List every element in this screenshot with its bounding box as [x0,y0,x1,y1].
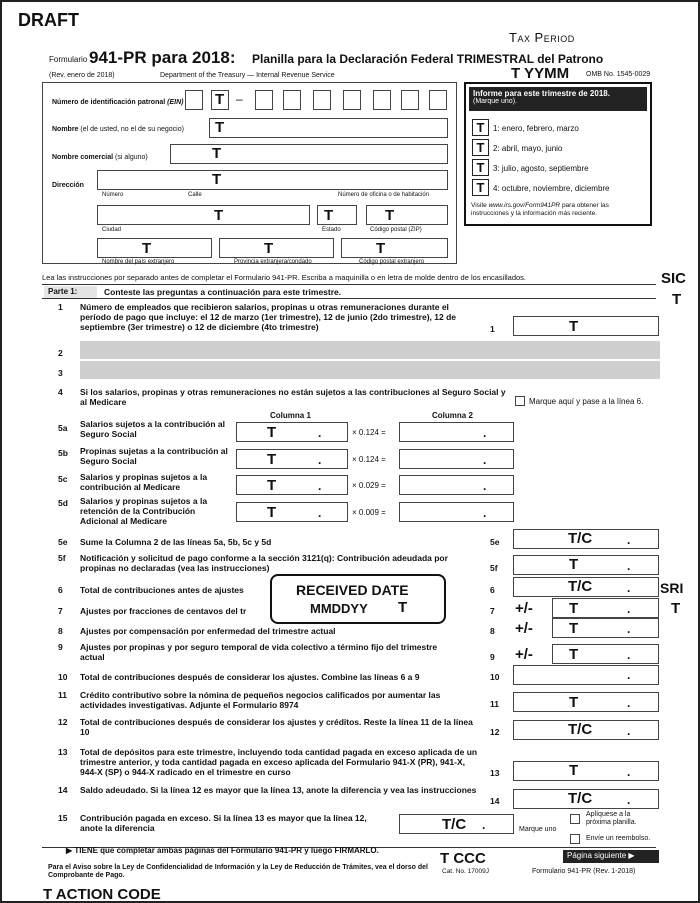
line5b-col1-input[interactable] [236,449,348,469]
quarter-4-label: 4: octubre, noviembre, diciembre [493,184,610,193]
quarter-4-checkbox[interactable]: T [472,179,489,196]
ein-digit-1[interactable] [185,90,203,110]
line5b-col1-dot: . [318,453,322,467]
line6-text: Total de contribuciones antes de ajustes [80,585,244,595]
line11-dot: . [627,696,631,710]
line11-num: 11 [58,690,67,700]
instructions: Lea las instrucciones por separado antes de completar el Formulario 941-PR. Escriba a maquinilla o en letra de molde dentro de los encasillados. [42,273,527,282]
line5f-num: 5f [58,553,66,563]
line7-dot: . [627,602,631,616]
line15-num: 15 [58,813,68,823]
quarter-note: Visite www.irs.gov/Form941PR para obtener las instrucciones y la información más reciente. [471,202,609,217]
line6-tc: T/C [568,578,593,595]
sic-label: SIC [661,270,687,287]
form-id: Formulario 941-PR (Rev. 1-2018) [532,868,636,875]
line1-input[interactable] [513,316,659,336]
line9-dot: . [627,648,631,662]
line5d-rate: × 0.009 = [352,508,386,517]
line15-dot: . [482,818,486,832]
line3-num: 3 [58,368,63,378]
column2-header: Columna 2 [432,411,473,420]
sri-t: T [671,600,681,617]
line11-input[interactable] [513,692,659,712]
line5a-text: Salarios sujetos a la contribución al Seguro Social [80,419,226,439]
catalog-number: Cat. No. 17009J [442,868,489,875]
ein-digit-5[interactable] [313,90,331,110]
ein-digit-7[interactable] [373,90,391,110]
name-t: T [215,119,225,136]
line12-dot: . [627,724,631,738]
line7-ref: 7 [490,606,495,616]
line5d-col2-input[interactable] [399,502,514,522]
country-input[interactable] [97,238,212,258]
line14-num: 14 [58,785,68,795]
line7-plusminus: +/- [515,600,533,617]
line11-text: Crédito contributivo sobre la nómina de pequeños negocios calificados por aumentar las actividades investigativas. Adjunte el Formulario 8974 [80,690,441,710]
ein-digit-3[interactable] [255,90,273,110]
line8-dot: . [627,622,631,636]
complete-notice: ▶ TIENE que completar ambas páginas del Formulario 941-PR y luego FIRMARLO. [66,846,379,855]
line2-shaded [80,341,660,359]
foreign-postal-t: T [376,240,386,257]
line5c-col2-input[interactable] [399,475,514,495]
line9-text: Ajustes por propinas y por seguro temporal de vida colectivo a término fijo del trimestre actual [80,642,438,662]
line14-dot: . [627,793,631,807]
line5c-num: 5c [58,474,68,484]
refund-label: Envíe un reembolso. [586,835,651,842]
line10-ref: 10 [490,672,500,682]
department: Department of the Treasury — Internal Revenue Service [160,72,335,79]
state-t: T [324,207,334,224]
ein-label: Número de identificación patronal (EIN) [52,99,184,106]
line9-num: 9 [58,642,63,652]
line11-t: T [569,694,579,711]
line8-t: T [569,620,579,637]
line9-t: T [569,646,579,663]
line13-num: 13 [58,747,68,757]
apply-next-return-label: Aplíquese a la próxima planilla. [586,811,637,826]
sri-label: SRI [660,580,684,596]
divider [42,284,656,285]
line5b-rate: × 0.124 = [352,455,386,464]
line13-ref: 13 [490,768,500,778]
calle-caption: Calle [188,192,202,198]
name-label: Nombre (el de usted, no el de su negocio) [52,126,184,133]
line7-num: 7 [58,606,63,616]
line8-plusminus: +/- [515,620,533,637]
line5a-rate: × 0.124 = [352,428,386,437]
quarter-2-checkbox[interactable]: T [472,139,489,156]
line5e-tc: T/C [568,530,593,547]
address-label: Dirección [52,182,84,189]
privacy-notice: Para el Aviso sobre la Ley de Confidencialidad de Información y la Ley de Reducción de Trámites, vea el dorso del Comprobante de Pago. [48,864,428,879]
oficina-caption: Número de oficina o de habitación [338,192,430,198]
line12-tc: T/C [568,721,593,738]
line6-num: 6 [58,585,63,595]
line6-dot: . [627,581,631,595]
ein-t: T [215,91,225,108]
line15-text: Contribución pagada en exceso. Si la línea 13 es mayor que la línea 12, anote la diferencia [80,813,367,833]
received-date-stamp: RECEIVED DATE MMDDYY T [270,574,446,624]
line5c-col1-input[interactable] [236,475,348,495]
line12-text: Total de contribuciones después de considerar los ajustes y créditos. Reste la línea 11 de la línea 10 [80,717,473,737]
line5c-col1-dot: . [318,479,322,493]
quarter-1-checkbox[interactable]: T [472,119,489,136]
trade-name-t: T [212,145,222,162]
city-input[interactable] [97,205,310,225]
trade-name-label: Nombre comercial (si alguno) [52,154,148,161]
line5c-col2-dot: . [483,479,487,493]
quarter-1-label: 1: enero, febrero, marzo [493,124,579,133]
line9-ref: 9 [490,652,495,662]
line5a-num: 5a [58,423,68,433]
line12-ref: 12 [490,727,500,737]
line5b-text: Propinas sujetas a la contribución al Seguro Social [80,446,228,466]
line14-tc: T/C [568,790,593,807]
ein-dash: – [236,92,243,106]
line5f-ref: 5f [490,563,498,573]
form-number: 941-PR para 2018: [89,48,236,67]
line13-input[interactable] [513,761,659,781]
quarter-header: Informe para este trimestre de 2018. (Marque uno). [469,87,647,111]
state-input[interactable] [317,205,357,225]
zip-t: T [385,207,395,224]
form-prefix: Formulario [49,55,88,64]
line5e-ref: 5e [490,537,500,547]
line8-num: 8 [58,626,63,636]
part1-title: Conteste las preguntas a continuación para este trimestre. [104,287,342,297]
revision: (Rev. enero de 2018) [49,72,115,79]
line13-dot: . [627,765,631,779]
line15-mark-label: Marque uno [519,826,557,833]
line5d-col1-input[interactable] [236,502,348,522]
line4-check-label: Marque aquí y pase a la línea 6. [529,397,644,406]
line5d-col2-dot: . [483,506,487,520]
country-t: T [142,240,152,257]
line5d-col1-t: T [267,504,277,521]
line11-ref: 11 [490,699,499,709]
ein-digit-8[interactable] [401,90,419,110]
form-title: Planilla para la Declaración Federal TRIMESTRAL del Patrono [252,52,604,66]
line5a-col1-input[interactable] [236,422,348,442]
zip-caption: Código postal (ZIP) [370,227,422,233]
tax-period-value: T YYMM [511,65,570,82]
line5b-col2-dot: . [483,453,487,467]
quarter-2-label: 2: abril, mayo, junio [493,144,563,153]
line7-t: T [569,600,579,617]
line5a-col1-t: T [267,424,277,441]
city-t: T [214,207,224,224]
ein-digit-9[interactable] [429,90,447,110]
line7-text: Ajustes por fracciones de centavos del tr [80,606,247,616]
next-page-button[interactable]: Página siguiente ▶ [563,850,659,863]
line14-text: Saldo adeudado. Si la línea 12 es mayor que la línea 13, anote la diferencia y vea las instrucciones [80,785,477,795]
line5d-text: Salarios y propinas sujetos a la retención de la Contribución Adicional al Medicare [80,496,208,526]
street-input[interactable] [97,170,448,190]
line5a-col2-dot: . [483,426,487,440]
line5a-col1-dot: . [318,426,322,440]
line10-dot: . [627,668,631,682]
line14-ref: 14 [490,796,500,806]
line6-ref: 6 [490,585,495,595]
column1-header: Columna 1 [270,411,311,420]
line1-text: Número de empleados que recibieron salarios, propinas u otras remuneraciones durante el período de pago que incluye: el 12 de marzo (1er trimestre), 12 de junio (2do trimestre), 12 de septiembre (3er trimestre) o 12 de diciembre (4to trimestre) [80,302,456,332]
apply-next-return-checkbox[interactable] [570,814,580,824]
line5f-input[interactable] [513,555,659,575]
provincia-caption: Provincia extranjera/condado [234,259,312,265]
quarter-3-label: 3: julio, agosto, septiembre [493,164,589,173]
line12-num: 12 [58,717,68,727]
line4-num: 4 [58,387,63,397]
postal-ext-caption: Código postal extranjero [359,259,425,265]
ein-digit-4[interactable] [283,90,301,110]
line5d-num: 5d [58,498,68,508]
numero-caption: Número [102,192,124,198]
line10-input[interactable] [513,665,659,685]
line9-plusminus: +/- [515,646,533,663]
quarter-3-checkbox[interactable]: T [472,159,489,176]
action-code: T ACTION CODE [43,886,161,903]
line8-text: Ajustes por compensación por enfermedad del trimestre actual [80,626,336,636]
pais-caption: Nombre del país extranjero [102,259,175,265]
line5b-col1-t: T [267,451,277,468]
line1-t: T [569,318,579,335]
line8-ref: 8 [490,626,495,636]
part1-label: Parte 1: [44,286,97,298]
omb-number: OMB No. 1545-0029 [586,71,651,78]
line3-shaded [80,361,660,379]
line13-text: Total de depósitos para este trimestre, incluyendo toda cantidad pagada en exceso aplicada de un trimestre anterior, y toda cantidad pagada en exceso aplicada del Formulario 941-X (PR), 941-X, 944-X (SP) o 944-X radicado en el trimestre en curso [80,747,478,777]
province-input[interactable] [219,238,334,258]
line13-t: T [569,762,579,779]
line15-tc: T/C [442,816,467,833]
line10-text: Total de contribuciones después de considerar los ajustes. Combine las líneas 6 a 9 [80,672,420,682]
line5e-dot: . [627,533,631,547]
line4-text: Si los salarios, propinas y otras remuneraciones no están sujetos a las contribuciones al Seguro Social y al Medicare [80,387,506,407]
line5e-text: Sume la Columna 2 de las líneas 5a, 5b, 5c y 5d [80,537,272,547]
draft-label: DRAFT [18,10,79,30]
foreign-postal-input[interactable] [341,238,448,258]
name-input[interactable] [209,118,448,138]
line5a-col2-input[interactable] [399,422,514,442]
line5d-col1-dot: . [318,506,322,520]
estado-caption: Estado [322,227,341,233]
line2-num: 2 [58,348,63,358]
line5c-rate: × 0.029 = [352,481,386,490]
ccc-code: T CCC [440,850,486,867]
line1-ref: 1 [490,324,495,334]
line1-num: 1 [58,302,63,312]
ciudad-caption: Ciudad [102,227,122,233]
line5c-col1-t: T [267,477,277,494]
line5e-num: 5e [58,537,68,547]
divider [42,298,656,299]
line5c-text: Salarios y propinas sujetos a la contribución al Medicare [80,472,208,492]
zip-input[interactable] [366,205,448,225]
sic-t: T [672,291,682,308]
line5b-num: 5b [58,448,68,458]
line5f-text: Notificación y solicitud de pago conforme a la sección 3121(q): Contribución adeudada por propinas no declaradas (vea las instrucciones) [80,553,448,573]
line10-num: 10 [58,672,68,682]
line5f-t: T [569,556,579,573]
line5b-col2-input[interactable] [399,449,514,469]
line5f-dot: . [627,559,631,573]
line4-checkbox[interactable] [515,396,525,406]
refund-checkbox[interactable] [570,834,580,844]
province-t: T [264,240,274,257]
tax-period-label: Tax Period [509,30,575,45]
ein-digit-6[interactable] [343,90,361,110]
street-t: T [212,171,222,188]
